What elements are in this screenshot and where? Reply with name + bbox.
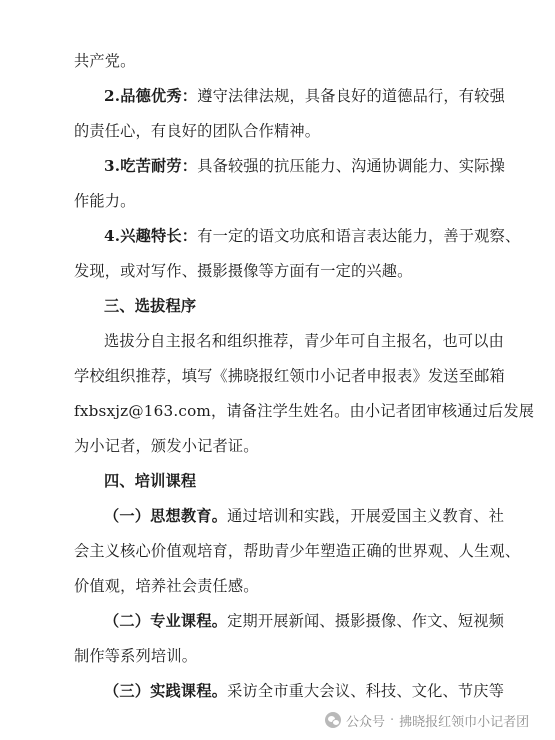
text: 价值观，培养社会责任感。 <box>74 577 259 595</box>
requirement-item-3 <box>104 156 505 176</box>
text: fxbsxjz@163.com，请备注学生姓名。由小记者团审核通过后发展 <box>74 402 535 420</box>
course-item-2 <box>104 611 504 631</box>
text-line <box>74 261 413 281</box>
text: 发现，或对写作、摄影摄像等方面有一定的兴趣。 <box>74 262 413 280</box>
text-line <box>74 541 520 561</box>
course-item-3 <box>104 681 504 701</box>
item-text: 遵守法律法规，具备良好的道德品行，有较强 <box>197 87 505 105</box>
item-text: 有一定的语文功底和语言表达能力，善于观察、 <box>197 227 521 245</box>
heading-text: 四、培训课程 <box>104 472 197 490</box>
text: 作能力。 <box>74 192 136 210</box>
heading-text: 三、选拔程序 <box>104 297 197 315</box>
watermark-name: 拂晓报红领巾小记者团 <box>399 714 530 730</box>
text-line <box>74 366 505 386</box>
item-label: 4.兴趣特长： <box>104 227 198 245</box>
text: 选拔分自主报名和组织推荐，青少年可自主报名，也可以由 <box>104 332 505 350</box>
requirement-item-2 <box>104 86 505 106</box>
wechat-icon <box>325 712 341 728</box>
text-line <box>74 436 259 456</box>
course-text: 通过培训和实践，开展爱国主义教育、社 <box>227 507 505 525</box>
text-line-email <box>74 401 534 421</box>
watermark <box>325 709 529 731</box>
text: 学校组织推荐，填写《拂晓报红领巾小记者申报表》发送至邮箱 <box>74 367 505 385</box>
course-text: 采访全市重大会议、科技、文化、节庆等 <box>227 682 505 700</box>
section-heading-courses <box>104 471 196 491</box>
item-label: 2.品德优秀： <box>104 87 198 105</box>
text-line <box>74 191 136 211</box>
course-item-1 <box>104 506 504 526</box>
text: 会主义核心价值观培育，帮助青少年塑造正确的世界观、人生观、 <box>74 542 521 560</box>
course-text: 定期开展新闻、摄影摄像、作文、短视频 <box>227 612 505 630</box>
course-label: （三）实践课程。 <box>104 682 228 700</box>
course-label: （二）专业课程。 <box>104 612 228 630</box>
section-heading-selection <box>104 296 196 316</box>
text-line <box>74 576 259 596</box>
item-label: 3.吃苦耐劳： <box>104 157 198 175</box>
text-line <box>74 51 136 71</box>
text: 为小记者，颁发小记者证。 <box>74 437 259 455</box>
text: 共产党。 <box>74 52 136 70</box>
watermark-separator: · <box>390 712 395 728</box>
text-line <box>74 121 320 141</box>
requirement-item-4 <box>104 226 520 246</box>
text: 制作等系列培训。 <box>74 647 198 665</box>
course-label: （一）思想教育。 <box>104 507 228 525</box>
watermark-prefix: 公众号 <box>346 714 386 730</box>
text-line <box>104 331 504 351</box>
item-text: 具备较强的抗压能力、沟通协调能力、实际操 <box>197 157 505 175</box>
text-line <box>74 646 197 666</box>
text: 的责任心，有良好的团队合作精神。 <box>74 122 321 140</box>
